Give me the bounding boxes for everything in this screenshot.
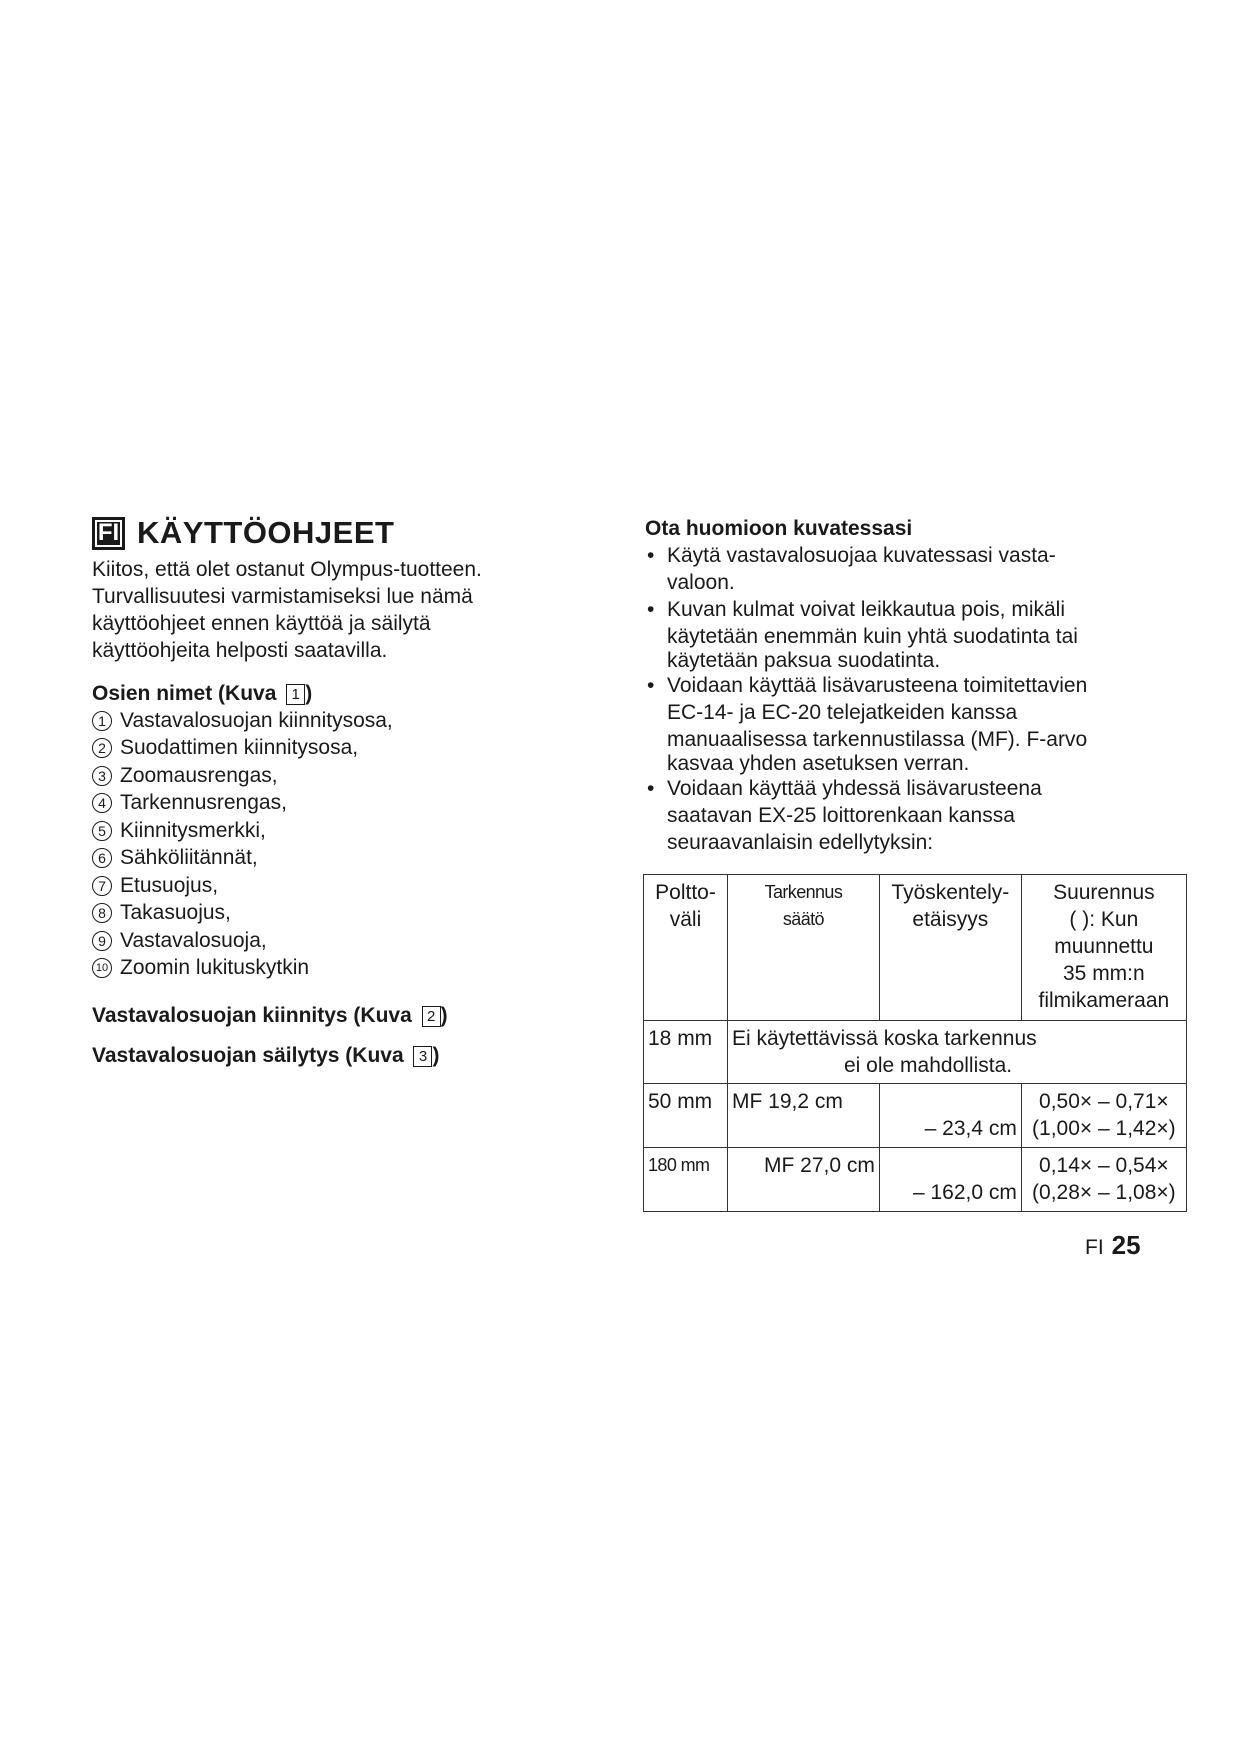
item-label: Kiinnitysmerkki, [120, 818, 266, 842]
header-cell [728, 875, 880, 1021]
header-line: etäisyys [912, 908, 989, 931]
item-label: Zoomausrengas, [120, 763, 278, 787]
left-column [92, 512, 562, 1069]
header-line: 35 mm:n [1063, 962, 1145, 985]
bullet-mark: • [647, 544, 655, 567]
note-line: ei ole mahdollista. [844, 1054, 1013, 1077]
item-label: Vastavalosuojan kiinnitysosa, [120, 708, 393, 732]
distance-cell: – 162,0 cm [879, 1148, 1021, 1212]
bullet-mark: • [647, 598, 655, 621]
item-number: 7 [92, 876, 112, 896]
list-item [645, 596, 1165, 672]
header-line: Suurennus [1053, 881, 1155, 904]
footer-language: FI [1085, 1236, 1104, 1259]
focus-cell: MF 19,2 cm [728, 1084, 880, 1148]
figure-ref: 2 [422, 1006, 441, 1027]
unavailable-note-cell [728, 1021, 1187, 1084]
focus-cell: MF 27,0 cm [728, 1148, 880, 1212]
header-line: ( ): Kun [1069, 908, 1139, 931]
item-number: 4 [92, 793, 112, 813]
right-column [645, 515, 1165, 856]
header-line: Työskentely- [891, 881, 1010, 904]
focal-length-cell: 180 mm [644, 1148, 728, 1212]
intro-line: käyttöohjeita helposti saatavilla. [92, 639, 388, 662]
header-line: muunnettu [1054, 935, 1154, 958]
item-number: 5 [92, 821, 112, 841]
item-label: Tarkennusrengas, [120, 791, 287, 815]
table-row [644, 1021, 1187, 1084]
parts-heading [92, 680, 562, 707]
parts-list [92, 707, 562, 982]
figure-ref: 3 [413, 1046, 432, 1067]
bullet-line: käytetään enemmän kuin yhtä suodatinta tai [667, 625, 1078, 648]
table-row [644, 1084, 1187, 1148]
magnification-cell [1021, 1148, 1186, 1212]
item-label: Sähköliitännät, [120, 846, 258, 870]
header-cell [1021, 875, 1186, 1021]
bullet-line: Voidaan käyttää lisävarusteena toimitettavien [667, 674, 1088, 697]
intro-line: käyttöohjeet ennen käyttöä ja säilytä [92, 612, 431, 635]
shooting-notes-heading: Ota huomioon kuvatessasi [645, 517, 913, 540]
mag-line: (0,28× – 1,08×) [1032, 1181, 1176, 1204]
parts-heading-text: Osien nimet (Kuva [92, 682, 283, 705]
bullet-line: käytetään paksua suodatinta. [667, 649, 941, 672]
bullet-line: kasvaa yhden asetuksen verran. [667, 752, 970, 775]
list-item [92, 872, 562, 900]
list-item [92, 955, 562, 983]
mag-line: 0,14× – 0,54× [1039, 1154, 1169, 1177]
item-number: 6 [92, 848, 112, 868]
item-label: Suodattimen kiinnitysosa, [120, 736, 359, 760]
list-item [92, 735, 562, 763]
item-label: Zoomin lukituskytkin [120, 956, 310, 980]
list-item [92, 762, 562, 790]
bullet-line: manuaalisessa tarkennustilassa (MF). F-arvo [667, 728, 1088, 751]
page-number: 25 [1111, 1230, 1141, 1260]
bullet-mark: • [647, 777, 655, 800]
notes-list [645, 542, 1165, 856]
intro-line: Turvallisuutesi varmistamiseksi lue nämä [92, 585, 473, 608]
figure-ref: 1 [286, 684, 305, 705]
list-item [92, 707, 562, 735]
list-item [92, 845, 562, 873]
close-paren: ) [432, 1044, 440, 1067]
header-line: Poltto- [655, 881, 716, 904]
mag-line: (1,00× – 1,42×) [1032, 1117, 1176, 1140]
item-number: 1 [92, 711, 112, 731]
page-footer [1085, 1230, 1141, 1261]
attach-heading-text: Vastavalosuojan kiinnitys (Kuva [92, 1004, 418, 1027]
header-cell [644, 875, 728, 1021]
bullet-line: valoon. [667, 571, 735, 594]
item-number: 10 [92, 958, 112, 978]
item-number: 8 [92, 903, 112, 923]
list-item [645, 775, 1165, 856]
bullet-mark: • [647, 674, 655, 697]
item-label: Takasuojus, [120, 901, 231, 925]
header-line: väli [669, 908, 702, 931]
bullet-line: saatavan EX-25 loittorenkaan kanssa [667, 804, 1015, 827]
list-item [645, 672, 1165, 775]
extension-tube-table [643, 874, 1187, 1212]
focal-length-cell: 50 mm [644, 1084, 728, 1148]
page-title: KÄYTTÖOHJEET [137, 515, 395, 550]
attach-heading [92, 1002, 562, 1029]
bullet-line: seuraavanlaisin edellytyksin: [667, 831, 934, 854]
list-item [92, 817, 562, 845]
header-line: Tarkennus [764, 882, 843, 902]
header-line: säätö [782, 909, 824, 929]
item-label: Etusuojus, [120, 873, 219, 897]
bullet-line: EC-14- ja EC-20 telejatkeiden kanssa [667, 701, 1018, 724]
item-number: 9 [92, 931, 112, 951]
note-line: Ei käytettävissä koska tarkennus [732, 1027, 1037, 1050]
magnification-cell [1021, 1084, 1186, 1148]
storage-heading-text: Vastavalosuojan säilytys (Kuva [92, 1044, 410, 1067]
list-item [92, 900, 562, 928]
title-row [92, 512, 562, 554]
table-header-row [644, 875, 1187, 1021]
header-line: filmikameraan [1038, 989, 1170, 1012]
item-label: Vastavalosuoja, [120, 928, 267, 952]
close-paren: ) [440, 1004, 448, 1027]
header-cell [879, 875, 1021, 1021]
language-badge: FI [92, 517, 125, 550]
intro-line: Kiitos, että olet ostanut Olympus-tuotteen. [92, 558, 482, 581]
distance-cell: – 23,4 cm [879, 1084, 1021, 1148]
bullet-line: Kuvan kulmat voivat leikkautua pois, mikäli [667, 598, 1066, 621]
mag-line: 0,50× – 0,71× [1039, 1090, 1169, 1113]
close-paren: ) [305, 682, 313, 705]
intro-paragraph [92, 556, 562, 664]
storage-heading [92, 1042, 562, 1069]
bullet-line: Käytä vastavalosuojaa kuvatessasi vasta- [667, 544, 1056, 567]
item-number: 2 [92, 738, 112, 758]
table-row [644, 1148, 1187, 1212]
list-item [92, 927, 562, 955]
list-item [92, 790, 562, 818]
item-number: 3 [92, 766, 112, 786]
list-item [645, 542, 1165, 596]
focal-length-cell: 18 mm [644, 1021, 728, 1084]
bullet-line: Voidaan käyttää yhdessä lisävarusteena [667, 777, 1042, 800]
